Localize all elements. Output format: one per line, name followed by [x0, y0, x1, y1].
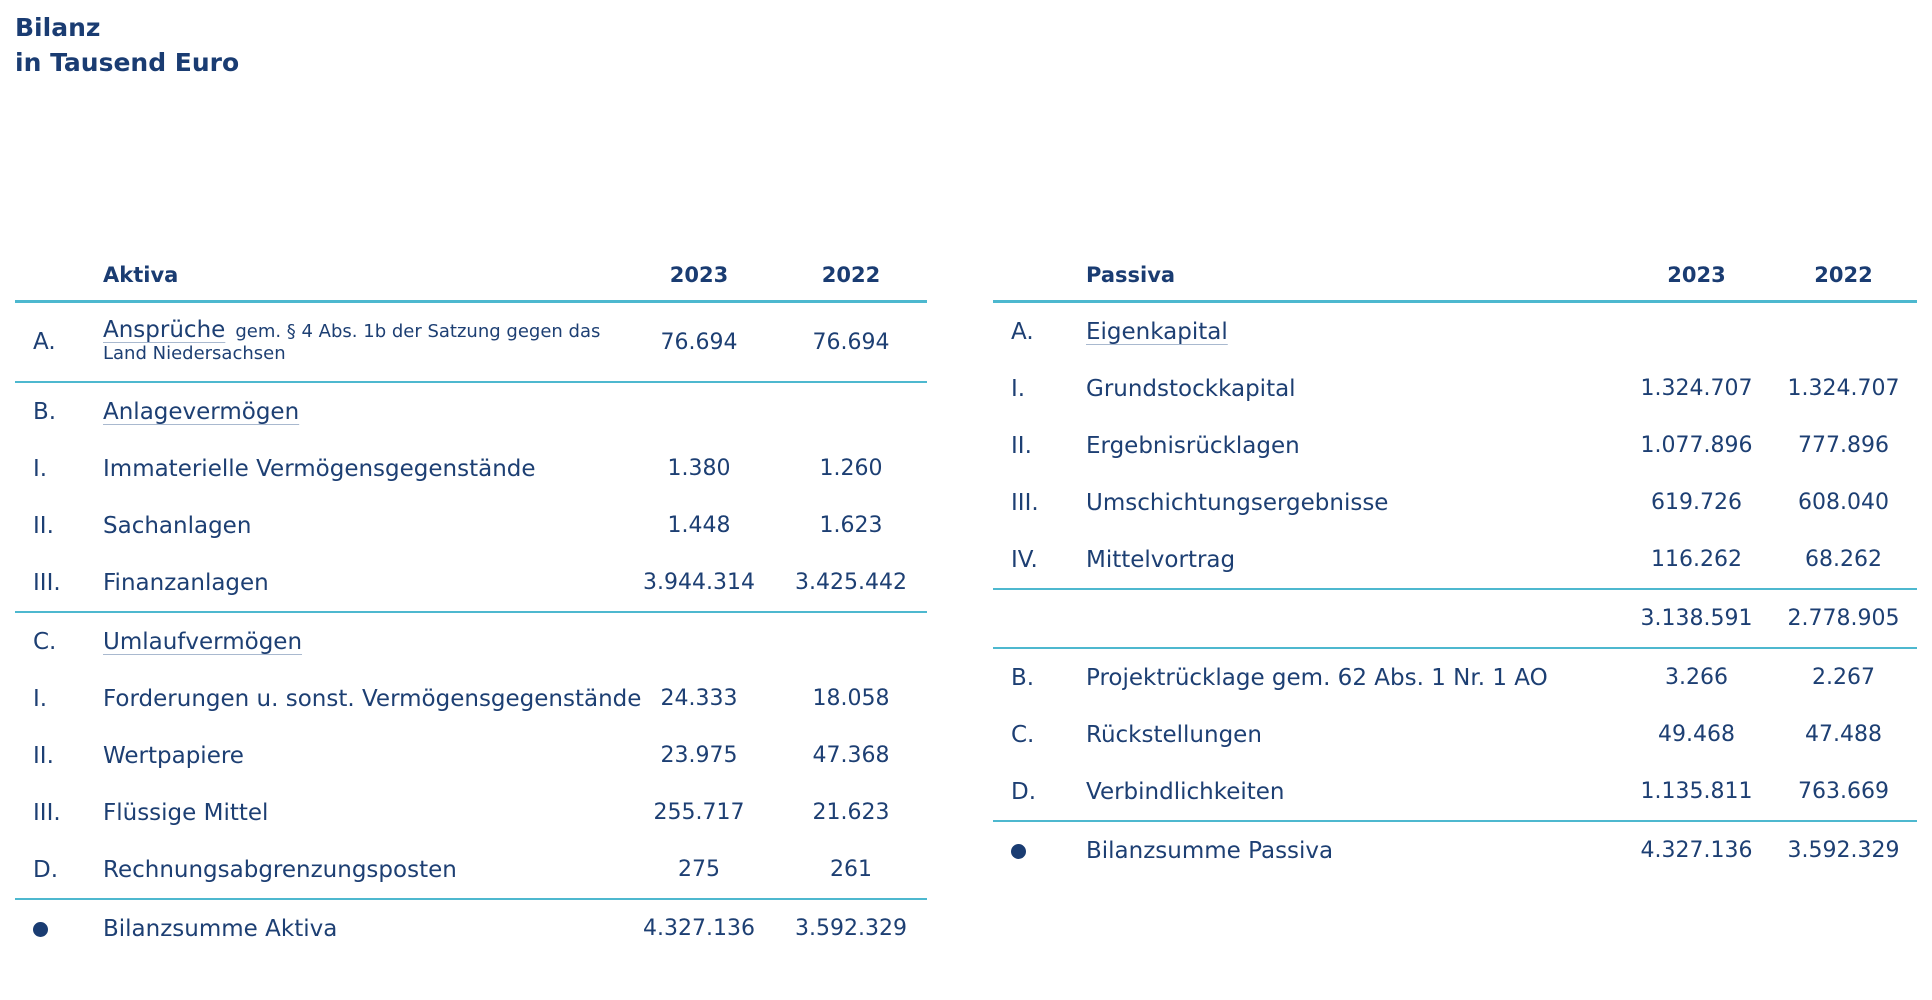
- subtotal-2023: 3.138.591: [1623, 589, 1770, 648]
- passiva-header-row: [993, 250, 1917, 302]
- row-name: Projektrücklage gem. 62 Abs. 1 Nr. 1 AO: [1086, 664, 1548, 691]
- aktiva-row-anlage: [15, 382, 927, 440]
- value-2022-empty: [775, 612, 927, 670]
- row-roman: I.: [1011, 375, 1026, 402]
- row-letter: A.: [1011, 318, 1034, 345]
- passiva-header-label: Passiva: [1086, 250, 1623, 302]
- row-name: Rechnungsabgrenzungsposten: [103, 841, 623, 899]
- value-2023: 1.380: [667, 456, 731, 481]
- aktiva-header-row: [15, 250, 927, 302]
- aktiva-header-blank: [15, 250, 103, 302]
- value-2022: 763.669: [1770, 763, 1917, 821]
- umlaufvermoegen-link[interactable]: Umlaufvermögen: [103, 628, 303, 655]
- value-2023: 1.448: [667, 513, 731, 538]
- value-2022: 68.262: [1770, 531, 1917, 589]
- value-2023: 49.468: [1658, 722, 1735, 747]
- aktiva-row-anspruche: [15, 302, 927, 383]
- passiva-header-2023: 2023: [1623, 250, 1770, 302]
- passiva-header-blank: [993, 250, 1086, 302]
- row-name: Sachanlagen: [103, 512, 252, 539]
- value-2022: 47.368: [812, 743, 890, 768]
- value-2022: 608.040: [1798, 490, 1889, 515]
- total-marker: [993, 821, 1086, 879]
- row-letter: B.: [33, 398, 57, 425]
- value-2023: 255.717: [653, 800, 745, 825]
- page-title-line1: Bilanz: [15, 13, 101, 42]
- table-row: [15, 727, 927, 784]
- row-name: [103, 302, 623, 383]
- value-2022: 1.324.707: [1787, 376, 1900, 401]
- value-2023: 275: [623, 841, 775, 899]
- row-roman: II.: [1011, 432, 1032, 459]
- eigenkapital-subtotal-row: [993, 589, 1917, 648]
- subtotal-2022: 2.778.905: [1770, 589, 1917, 648]
- subtotal-blank: [1086, 589, 1623, 648]
- row-roman: III.: [1011, 489, 1039, 516]
- row-letter: B.: [1011, 664, 1035, 691]
- row-name: [103, 612, 623, 670]
- row-name: Mittelvortrag: [1086, 531, 1623, 589]
- aktiva-header-2022: 2022: [775, 250, 927, 302]
- value-2023: 1.324.707: [1640, 376, 1753, 401]
- row-roman: II.: [33, 512, 54, 539]
- passiva-table: [993, 250, 1917, 879]
- total-name: Bilanzsumme Aktiva: [103, 915, 338, 942]
- aktiva-header-label: Aktiva: [103, 250, 623, 302]
- table-row: [993, 706, 1917, 763]
- value-2022: 261: [775, 841, 927, 899]
- row-name: Umschichtungsergebnisse: [1086, 489, 1389, 516]
- value-2023: 619.726: [1651, 490, 1742, 515]
- row-name: Wertpapiere: [103, 742, 244, 769]
- passiva-row-eigenkapital: [993, 302, 1917, 361]
- row-name: Finanzanlagen: [103, 554, 623, 612]
- row-name: Immaterielle Vermögensgegenstände: [103, 455, 536, 482]
- table-row: [15, 554, 927, 612]
- table-row: [993, 763, 1917, 821]
- total-2023: 4.327.136: [1640, 838, 1753, 863]
- row-roman: III.: [15, 554, 103, 612]
- total-2022: 3.592.329: [795, 916, 907, 941]
- eigenkapital-link[interactable]: Eigenkapital: [1086, 318, 1228, 345]
- value-2023-empty: [623, 612, 775, 670]
- row-letter: A.: [15, 302, 103, 383]
- table-row: [15, 670, 927, 727]
- row-letter: D.: [993, 763, 1086, 821]
- value-2022: 3.425.442: [775, 554, 927, 612]
- row-roman: I.: [33, 685, 48, 712]
- table-row: [993, 360, 1917, 417]
- value-2022: 76.694: [775, 302, 927, 383]
- row-name: Verbindlichkeiten: [1086, 763, 1623, 821]
- page-title: [15, 10, 239, 80]
- value-2023: 116.262: [1623, 531, 1770, 589]
- table-row: [15, 497, 927, 554]
- aktiva-total-row: [15, 899, 927, 957]
- table-row: [15, 841, 927, 899]
- value-2022: 1.623: [819, 513, 883, 538]
- value-2022: 2.267: [1812, 665, 1875, 690]
- table-row: [15, 784, 927, 841]
- value-2023-empty: [623, 382, 775, 440]
- table-row: [993, 531, 1917, 589]
- passiva-header-2022: 2022: [1770, 250, 1917, 302]
- row-roman: IV.: [993, 531, 1086, 589]
- value-2023: 3.944.314: [623, 554, 775, 612]
- value-2023: 3.266: [1665, 665, 1728, 690]
- row-name: [1086, 302, 1623, 361]
- value-2023: 76.694: [623, 302, 775, 383]
- row-roman: II.: [33, 742, 54, 769]
- value-2023: 23.975: [660, 743, 738, 768]
- table-row: [993, 474, 1917, 531]
- row-roman: III.: [33, 799, 61, 826]
- value-2022: 21.623: [812, 800, 890, 825]
- aktiva-row-umlauf: [15, 612, 927, 670]
- row-name: Grundstockkapital: [1086, 375, 1296, 402]
- value-2022: 1.260: [819, 456, 883, 481]
- table-row: [993, 417, 1917, 474]
- row-name: Forderungen u. sonst. Vermögensgegenstände: [103, 685, 642, 712]
- anspruche-link[interactable]: Ansprüche: [103, 317, 226, 343]
- row-roman: I.: [33, 455, 48, 482]
- value-2022-empty: [775, 382, 927, 440]
- aktiva-table: [15, 250, 927, 957]
- value-2022: 18.058: [812, 686, 890, 711]
- value-2023: 1.077.896: [1640, 433, 1753, 458]
- value-2022: 47.488: [1805, 722, 1882, 747]
- bullet-icon: [33, 922, 48, 937]
- table-row: [15, 440, 927, 497]
- value-2022: 777.896: [1798, 433, 1889, 458]
- value-2023-empty: [1623, 302, 1770, 361]
- table-row: [993, 648, 1917, 706]
- page-title-line2: in Tausend Euro: [15, 48, 240, 77]
- subtotal-blank: [993, 589, 1086, 648]
- value-2023: 1.135.811: [1623, 763, 1770, 821]
- row-name: Rückstellungen: [1086, 721, 1262, 748]
- value-2023: 24.333: [660, 686, 738, 711]
- total-2023: 4.327.136: [643, 916, 755, 941]
- aktiva-header-2023: 2023: [623, 250, 775, 302]
- total-name: Bilanzsumme Passiva: [1086, 837, 1334, 864]
- anspruche-note-line2: Land Niedersachsen: [103, 343, 286, 364]
- value-2022-empty: [1770, 302, 1917, 361]
- total-2022: 3.592.329: [1787, 838, 1900, 863]
- anspruche-note: gem. § 4 Abs. 1b der Satzung gegen das: [235, 321, 601, 342]
- bullet-icon: [1011, 844, 1026, 859]
- anlagevermoegen-link[interactable]: Anlagevermögen: [103, 398, 300, 425]
- total-marker: [15, 899, 103, 957]
- row-name: [103, 382, 623, 440]
- row-letter: D.: [15, 841, 103, 899]
- passiva-total-row: [993, 821, 1917, 879]
- row-letter: C.: [1011, 721, 1035, 748]
- row-name: Flüssige Mittel: [103, 799, 269, 826]
- row-letter: C.: [33, 628, 57, 655]
- row-name: Ergebnisrücklagen: [1086, 432, 1300, 459]
